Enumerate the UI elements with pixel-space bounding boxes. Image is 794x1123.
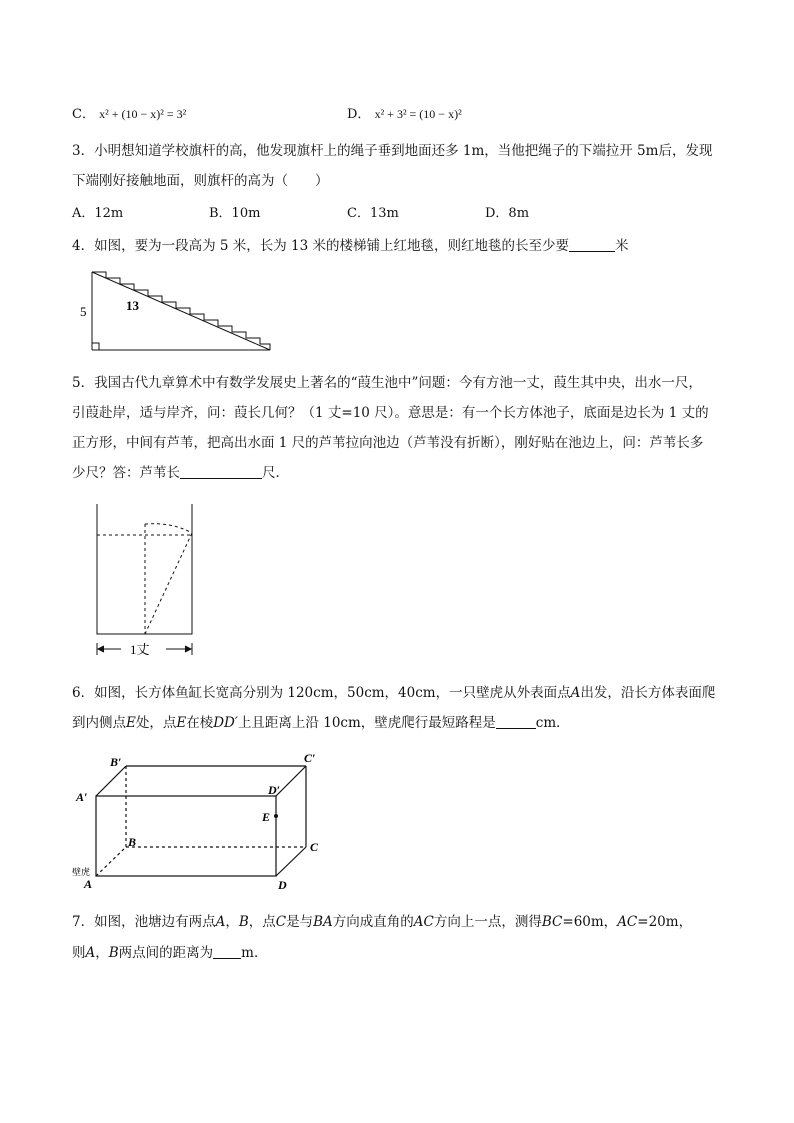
- q4-hypotenuse: [92, 272, 270, 350]
- q3-option-a: A．12m: [72, 206, 124, 221]
- q2-option-c-equation: x² + (10 − x)² = 3²: [99, 107, 187, 121]
- q6-label-a: A: [84, 877, 93, 891]
- q5-line-3: 正方形，中间有芦苇，把高出水面 1 尺的芦苇拉向池边（芦苇没有折断），刚好贴在池边上，问：芦苇长多: [72, 435, 704, 451]
- q6-hidden-edge-ab: [96, 847, 126, 876]
- q6-line-1: 6．如图，长方体鱼缸长宽高分别为 120cm，50cm，40cm，一只壁虎从外表面点A出发，沿长方体表面爬: [72, 685, 716, 701]
- q6-fish-tank-figure: [70, 750, 330, 892]
- q3-option-b: B．10m: [209, 206, 261, 221]
- q4-staircase-figure: [74, 266, 274, 356]
- q5-line-4: 少尺？答：芦苇长 尺．: [72, 465, 289, 481]
- q6-edge-a1b1: [96, 766, 126, 796]
- q5-line-2: 引葭赴岸，适与岸齐，问：葭长几何？（1 丈=10 尺）。意思是：有一个长方体池子，底面是边长为 1 丈的: [72, 405, 709, 421]
- q5-pond-figure: [88, 502, 208, 664]
- q2-option-d-equation: x² + 3² = (10 − x)²: [374, 107, 462, 121]
- q3-line-2: 下端刚好接触地面，则旗杆的高为（ ）: [72, 173, 329, 189]
- q2-option-d: D． x² + 3² = (10 − x)²: [347, 107, 462, 122]
- q4-height-label: 5: [80, 304, 87, 319]
- q6-front-face: [96, 796, 276, 876]
- q3-line-1: 3．小明想知道学校旗杆的高，他发现旗杆上的绳子垂到地面还多 1m，当他把绳子的下端拉开 5m后，发现: [72, 143, 713, 159]
- q6-label-c: C: [310, 840, 319, 854]
- q5-reed-arc: [145, 524, 192, 533]
- q6-label-e: E: [262, 810, 271, 824]
- q6-answer-blank: [496, 714, 536, 729]
- q6-edge-d1c1: [276, 766, 306, 796]
- q5-dim-arrow-right: [185, 646, 191, 652]
- q5-width-label: 1丈: [130, 642, 150, 657]
- q4-right-angle-mark: [92, 343, 99, 350]
- q7-line-1: 7．如图，池塘边有两点A，B，点C是与BA方向成直角的AC方向上一点，测得BC=60m，AC=20m，: [72, 914, 693, 930]
- q5-reed-pulled: [145, 533, 192, 634]
- q4-length-label: 13: [126, 298, 139, 313]
- q3-option-c: C．13m: [347, 206, 399, 221]
- q6-label-d: D: [278, 878, 287, 892]
- q5-line-1: 5．我国古代九章算术中有数学发展史上著名的“葭生池中”问题：今有方池一丈，葭生其中央，出水一尺，: [72, 375, 702, 391]
- q6-point-e-dot: [274, 814, 278, 818]
- q5-dim-arrow-left: [98, 646, 104, 652]
- q6-label-d-prime: D′: [268, 783, 281, 797]
- q6-gecko-label: 壁虎: [72, 867, 91, 877]
- q6-line-2: 到内侧点E处，点E在棱DD′上且距离上沿 10cm，壁虎爬行最短路程是 cm．: [72, 715, 570, 731]
- q6-label-a-prime: A′: [76, 790, 88, 804]
- q6-label-b: B: [128, 835, 137, 849]
- q6-edge-dc: [276, 847, 306, 876]
- q7-answer-blank: [213, 944, 241, 959]
- q2-option-c: C． x² + (10 − x)² = 3²: [72, 107, 187, 122]
- q4-text: 4．如图，要为一段高为 5 米，长为 13 米的楼梯铺上红地毯，则红地毯的长至少要 米: [72, 238, 629, 254]
- q3-option-d: D．8m: [485, 206, 530, 221]
- q6-label-c-prime: C′: [304, 751, 316, 765]
- q6-label-b-prime: B′: [110, 755, 122, 769]
- q7-line-2: 则A，B两点间的距离为 m．: [72, 945, 268, 961]
- q4-answer-blank: [569, 237, 615, 252]
- q5-answer-blank: [180, 464, 262, 479]
